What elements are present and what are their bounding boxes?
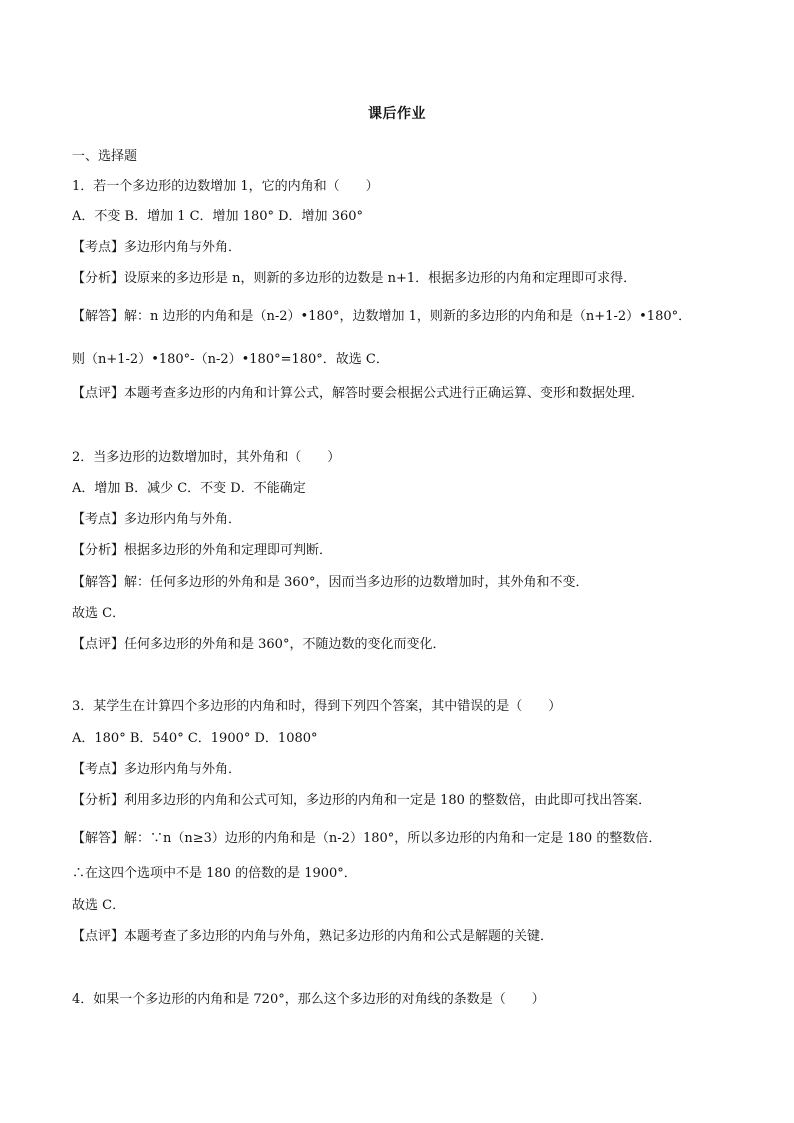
q3-kaodian: 【考点】多边形内角与外角． bbox=[72, 762, 242, 777]
page-title: 课后作业 bbox=[368, 106, 426, 122]
q3-dianping: 【点评】本题考查了多边形的内角与外角，熟记多边形的内角和公式是解题的关键． bbox=[72, 929, 554, 944]
q4-stem: 4．如果一个多边形的内角和是 720°，那么这个多边形的对角线的条数是（ ） bbox=[72, 992, 545, 1007]
q3-options: A．180° B．540° C．1900° D．1080° bbox=[72, 731, 318, 746]
q3-jieda: 【解答】解：∵n（n≥3）边形的内角和是（n-2）180°，所以多边形的内角和一定是 180 的整数倍． bbox=[72, 831, 662, 846]
q1-kaodian: 【考点】多边形内角与外角． bbox=[72, 240, 242, 255]
q2-answer: 故选 C． bbox=[72, 606, 126, 621]
q2-dianping: 【点评】任何多边形的外角和是 360°，不随边数的变化而变化． bbox=[72, 637, 446, 652]
q3-answer: 故选 C． bbox=[72, 898, 126, 913]
q2-kaodian: 【考点】多边形内角与外角． bbox=[72, 512, 242, 527]
q2-fenxi: 【分析】根据多边形的外角和定理即可判断． bbox=[72, 543, 333, 558]
q2-options: A．增加 B．减少 C．不变 D．不能确定 bbox=[72, 481, 306, 496]
section-heading: 一、选择题 bbox=[72, 149, 138, 164]
q1-options: A．不变 B．增加 1 C．增加 180° D．增加 360° bbox=[72, 209, 364, 224]
q1-jieda: 【解答】解：n 边形的内角和是（n-2）•180°，边数增加 1，则新的多边形的内角和是（n+1-2）•180°． bbox=[72, 309, 692, 324]
q3-jieda-continued: ∴在这四个选项中不是 180 的倍数的是 1900°． bbox=[72, 866, 357, 881]
q2-jieda: 【解答】解：任何多边形的外角和是 360°，因而当多边形的边数增加时，其外角和不变． bbox=[72, 575, 589, 590]
q1-fenxi: 【分析】设原来的多边形是 n，则新的多边形的边数是 n+1．根据多边形的内角和定理即可求得． bbox=[72, 271, 637, 286]
q1-dianping: 【点评】本题考查多边形的内角和计算公式，解答时要会根据公式进行正确运算、变形和数据处理． bbox=[72, 386, 645, 401]
q3-stem: 3．某学生在计算四个多边形的内角和时，得到下列四个答案，其中错误的是（ ） bbox=[72, 699, 562, 714]
q1-jieda-continued: 则（n+1-2）•180°-（n-2）•180°=180°．故选 C． bbox=[72, 352, 389, 367]
q2-stem: 2．当多边形的边数增加时，其外角和（ ） bbox=[72, 450, 341, 465]
q3-fenxi: 【分析】利用多边形的内角和公式可知，多边形的内角和一定是 180 的整数倍，由此即可找出答案． bbox=[72, 793, 652, 808]
q1-stem: 1．若一个多边形的边数增加 1，它的内角和（ ） bbox=[72, 179, 379, 194]
